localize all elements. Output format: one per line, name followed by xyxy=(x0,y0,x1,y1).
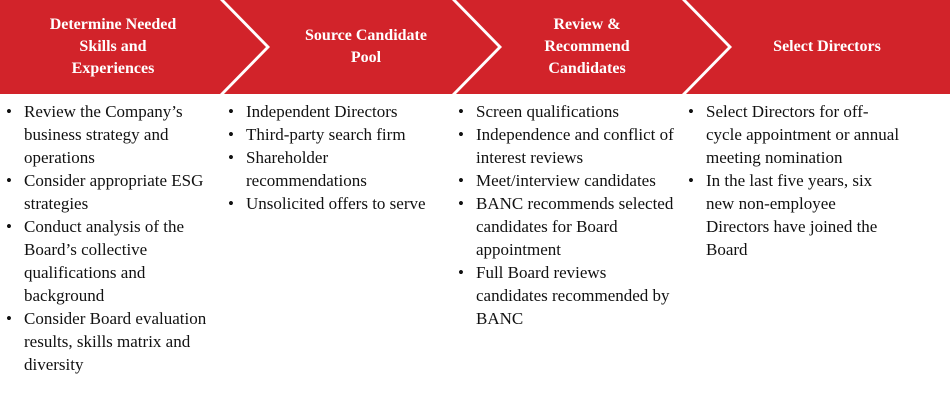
list-item: • Full Board reviews candidates recommended by BANC xyxy=(458,261,678,330)
step-3-list xyxy=(458,100,678,330)
step-1-list xyxy=(6,100,214,376)
list-item: • Conduct analysis of the Board’s collective qualifications and background xyxy=(6,215,214,307)
step-1-title: Determine Needed Skills and Experiences xyxy=(49,16,177,77)
list-item: • Third-party search firm xyxy=(228,123,446,146)
list-item: • Shareholder recommendations xyxy=(228,146,446,192)
list-item: • Meet/interview candidates xyxy=(458,169,678,192)
list-item: • Select Directors for off-cycle appointment or annual meeting nomination xyxy=(688,100,900,169)
step-4-list xyxy=(688,100,900,261)
step-2-list xyxy=(228,100,446,215)
list-item: • Consider Board evaluation results, skills matrix and diversity xyxy=(6,307,214,376)
step-4-title: Select Directors xyxy=(773,38,881,55)
list-item: • In the last five years, six new non-employee Directors have joined the Board xyxy=(688,169,900,261)
list-item: • Independent Directors xyxy=(228,100,446,123)
list-item: • Screen qualifications xyxy=(458,100,678,123)
list-item: • Review the Company’s business strategy and operations xyxy=(6,100,214,169)
list-item: • Consider appropriate ESG strategies xyxy=(6,169,214,215)
step-3-title: Review & Recommend Candidates xyxy=(544,16,630,77)
list-item: • Unsolicited offers to serve xyxy=(228,192,446,215)
list-item: • Independence and conflict of interest reviews xyxy=(458,123,678,169)
step-2-title: Source Candidate Pool xyxy=(305,27,427,66)
list-item: • BANC recommends selected candidates for Board appointment xyxy=(458,192,678,261)
